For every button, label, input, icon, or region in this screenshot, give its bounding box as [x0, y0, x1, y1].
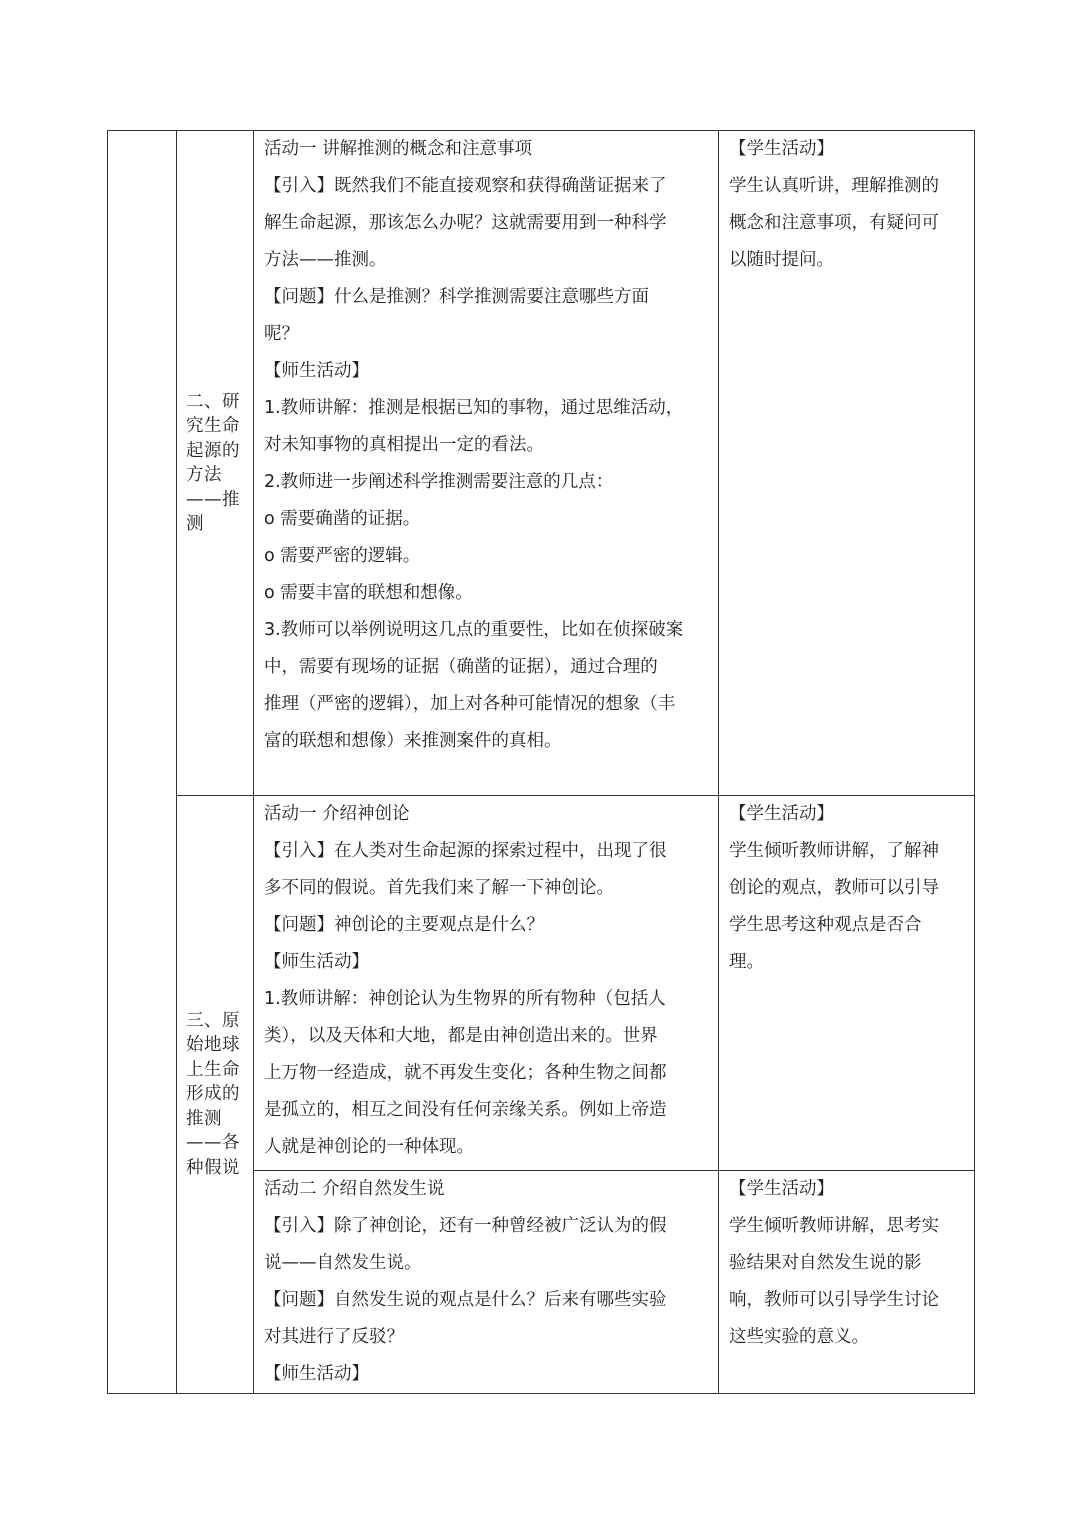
text-line: 活动二 介绍自然发生说 — [264, 1179, 445, 1199]
teacher-activity-cell — [254, 1171, 719, 1394]
text-line: 解生命起源，那该怎么办呢？这就需要用到一种科学 — [264, 213, 667, 233]
text-line: 【引入】在人类对生命起源的探索过程中，出现了很 — [264, 841, 667, 861]
section-label-cell — [177, 131, 254, 796]
text-line: 中，需要有现场的证据（确凿的证据），通过合理的 — [264, 657, 658, 677]
text-line: 是孤立的，相互之间没有任何亲缘关系。例如上帝造 — [264, 1100, 667, 1120]
text-line: 【学生活动】 — [729, 1179, 834, 1199]
text-line: o 需要丰富的联想和想像。 — [264, 583, 473, 603]
text-line: 学生倾听教师讲解，了解神 — [729, 841, 939, 861]
student-activity-text — [729, 1171, 966, 1356]
text-line: 3.教师可以举例说明这几点的重要性，比如在侦探破案 — [264, 620, 684, 640]
text-line: 创论的观点，教师可以引导 — [729, 878, 939, 898]
section-label-cell — [177, 796, 254, 1394]
text-line: 2.教师进一步阐述科学推测需要注意的几点： — [264, 472, 614, 492]
teacher-activity-text — [264, 796, 710, 1166]
text-line: 人就是神创论的一种体现。 — [264, 1137, 474, 1157]
text-line: 响，教师可以引导学生讨论 — [729, 1290, 939, 1310]
text-line: 【师生活动】 — [264, 952, 369, 972]
text-line: 推理（严密的逻辑），加上对各种可能情况的想象（丰 — [264, 694, 676, 714]
text-line: 说——自然发生说。 — [264, 1253, 422, 1273]
text-line: 对未知事物的真相提出一定的看法。 — [264, 435, 544, 455]
text-line: 学生思考这种观点是否合 — [729, 915, 922, 935]
text-line: 【师生活动】 — [264, 361, 369, 381]
text-line: 上万物一经造成，就不再发生变化；各种生物之间都 — [264, 1063, 667, 1083]
student-activity-cell — [719, 1171, 975, 1394]
text-line: 1.教师讲解：推测是根据已知的事物，通过思维活动， — [264, 398, 684, 418]
text-line: 1.教师讲解：神创论认为生物界的所有物种（包括人 — [264, 989, 666, 1009]
student-activity-text — [729, 131, 966, 279]
text-line: 【问题】神创论的主要观点是什么？ — [264, 915, 544, 935]
text-line: o 需要确凿的证据。 — [264, 509, 421, 529]
teacher-activity-cell — [254, 131, 719, 796]
text-line: 呢？ — [264, 324, 299, 344]
text-line: o 需要严密的逻辑。 — [264, 546, 421, 566]
teacher-activity-cell — [254, 796, 719, 1171]
text-line: 【学生活动】 — [729, 804, 834, 824]
text-line: 类），以及天体和大地，都是由神创造出来的。世界 — [264, 1026, 658, 1046]
text-line: 【引入】除了神创论，还有一种曾经被广泛认为的假 — [264, 1216, 667, 1236]
text-line: 活动一 介绍神创论 — [264, 804, 410, 824]
text-line: 【问题】自然发生说的观点是什么？后来有哪些实验 — [264, 1290, 667, 1310]
text-line: 【问题】什么是推测？科学推测需要注意哪些方面 — [264, 287, 649, 307]
section-label: 二、研究生命起源的方法——推测 — [186, 391, 240, 534]
text-line: 学生认真听讲，理解推测的 — [729, 176, 939, 196]
lesson-plan-table — [107, 130, 975, 1394]
text-line: 验结果对自然发生说的影 — [729, 1253, 922, 1273]
teacher-activity-text — [264, 1171, 710, 1393]
text-line: 理。 — [729, 952, 764, 972]
section-label: 三、原始地球上生命形成的推测——各种假说 — [186, 1010, 240, 1178]
text-line: 多不同的假说。首先我们来了解一下神创论。 — [264, 878, 614, 898]
table-row — [108, 796, 975, 1171]
student-activity-text — [729, 796, 966, 981]
text-line: 【引入】既然我们不能直接观察和获得确凿证据来了 — [264, 176, 667, 196]
text-line: 活动一 讲解推测的概念和注意事项 — [264, 139, 533, 159]
text-line: 方法——推测。 — [264, 250, 387, 270]
student-activity-cell — [719, 131, 975, 796]
text-line: 对其进行了反驳？ — [264, 1327, 404, 1347]
text-line: 以随时提问。 — [729, 250, 834, 270]
text-line: 这些实验的意义。 — [729, 1327, 869, 1347]
student-activity-cell — [719, 796, 975, 1171]
text-line: 【师生活动】 — [264, 1364, 369, 1384]
text-line: 富的联想和想像）来推测案件的真相。 — [264, 731, 562, 751]
text-line: 概念和注意事项，有疑问可 — [729, 213, 939, 233]
teacher-activity-text — [264, 131, 710, 760]
text-line: 学生倾听教师讲解，思考实 — [729, 1216, 939, 1236]
table-row — [108, 131, 975, 796]
blank-column-cell — [108, 131, 177, 1394]
text-line: 【学生活动】 — [729, 139, 834, 159]
